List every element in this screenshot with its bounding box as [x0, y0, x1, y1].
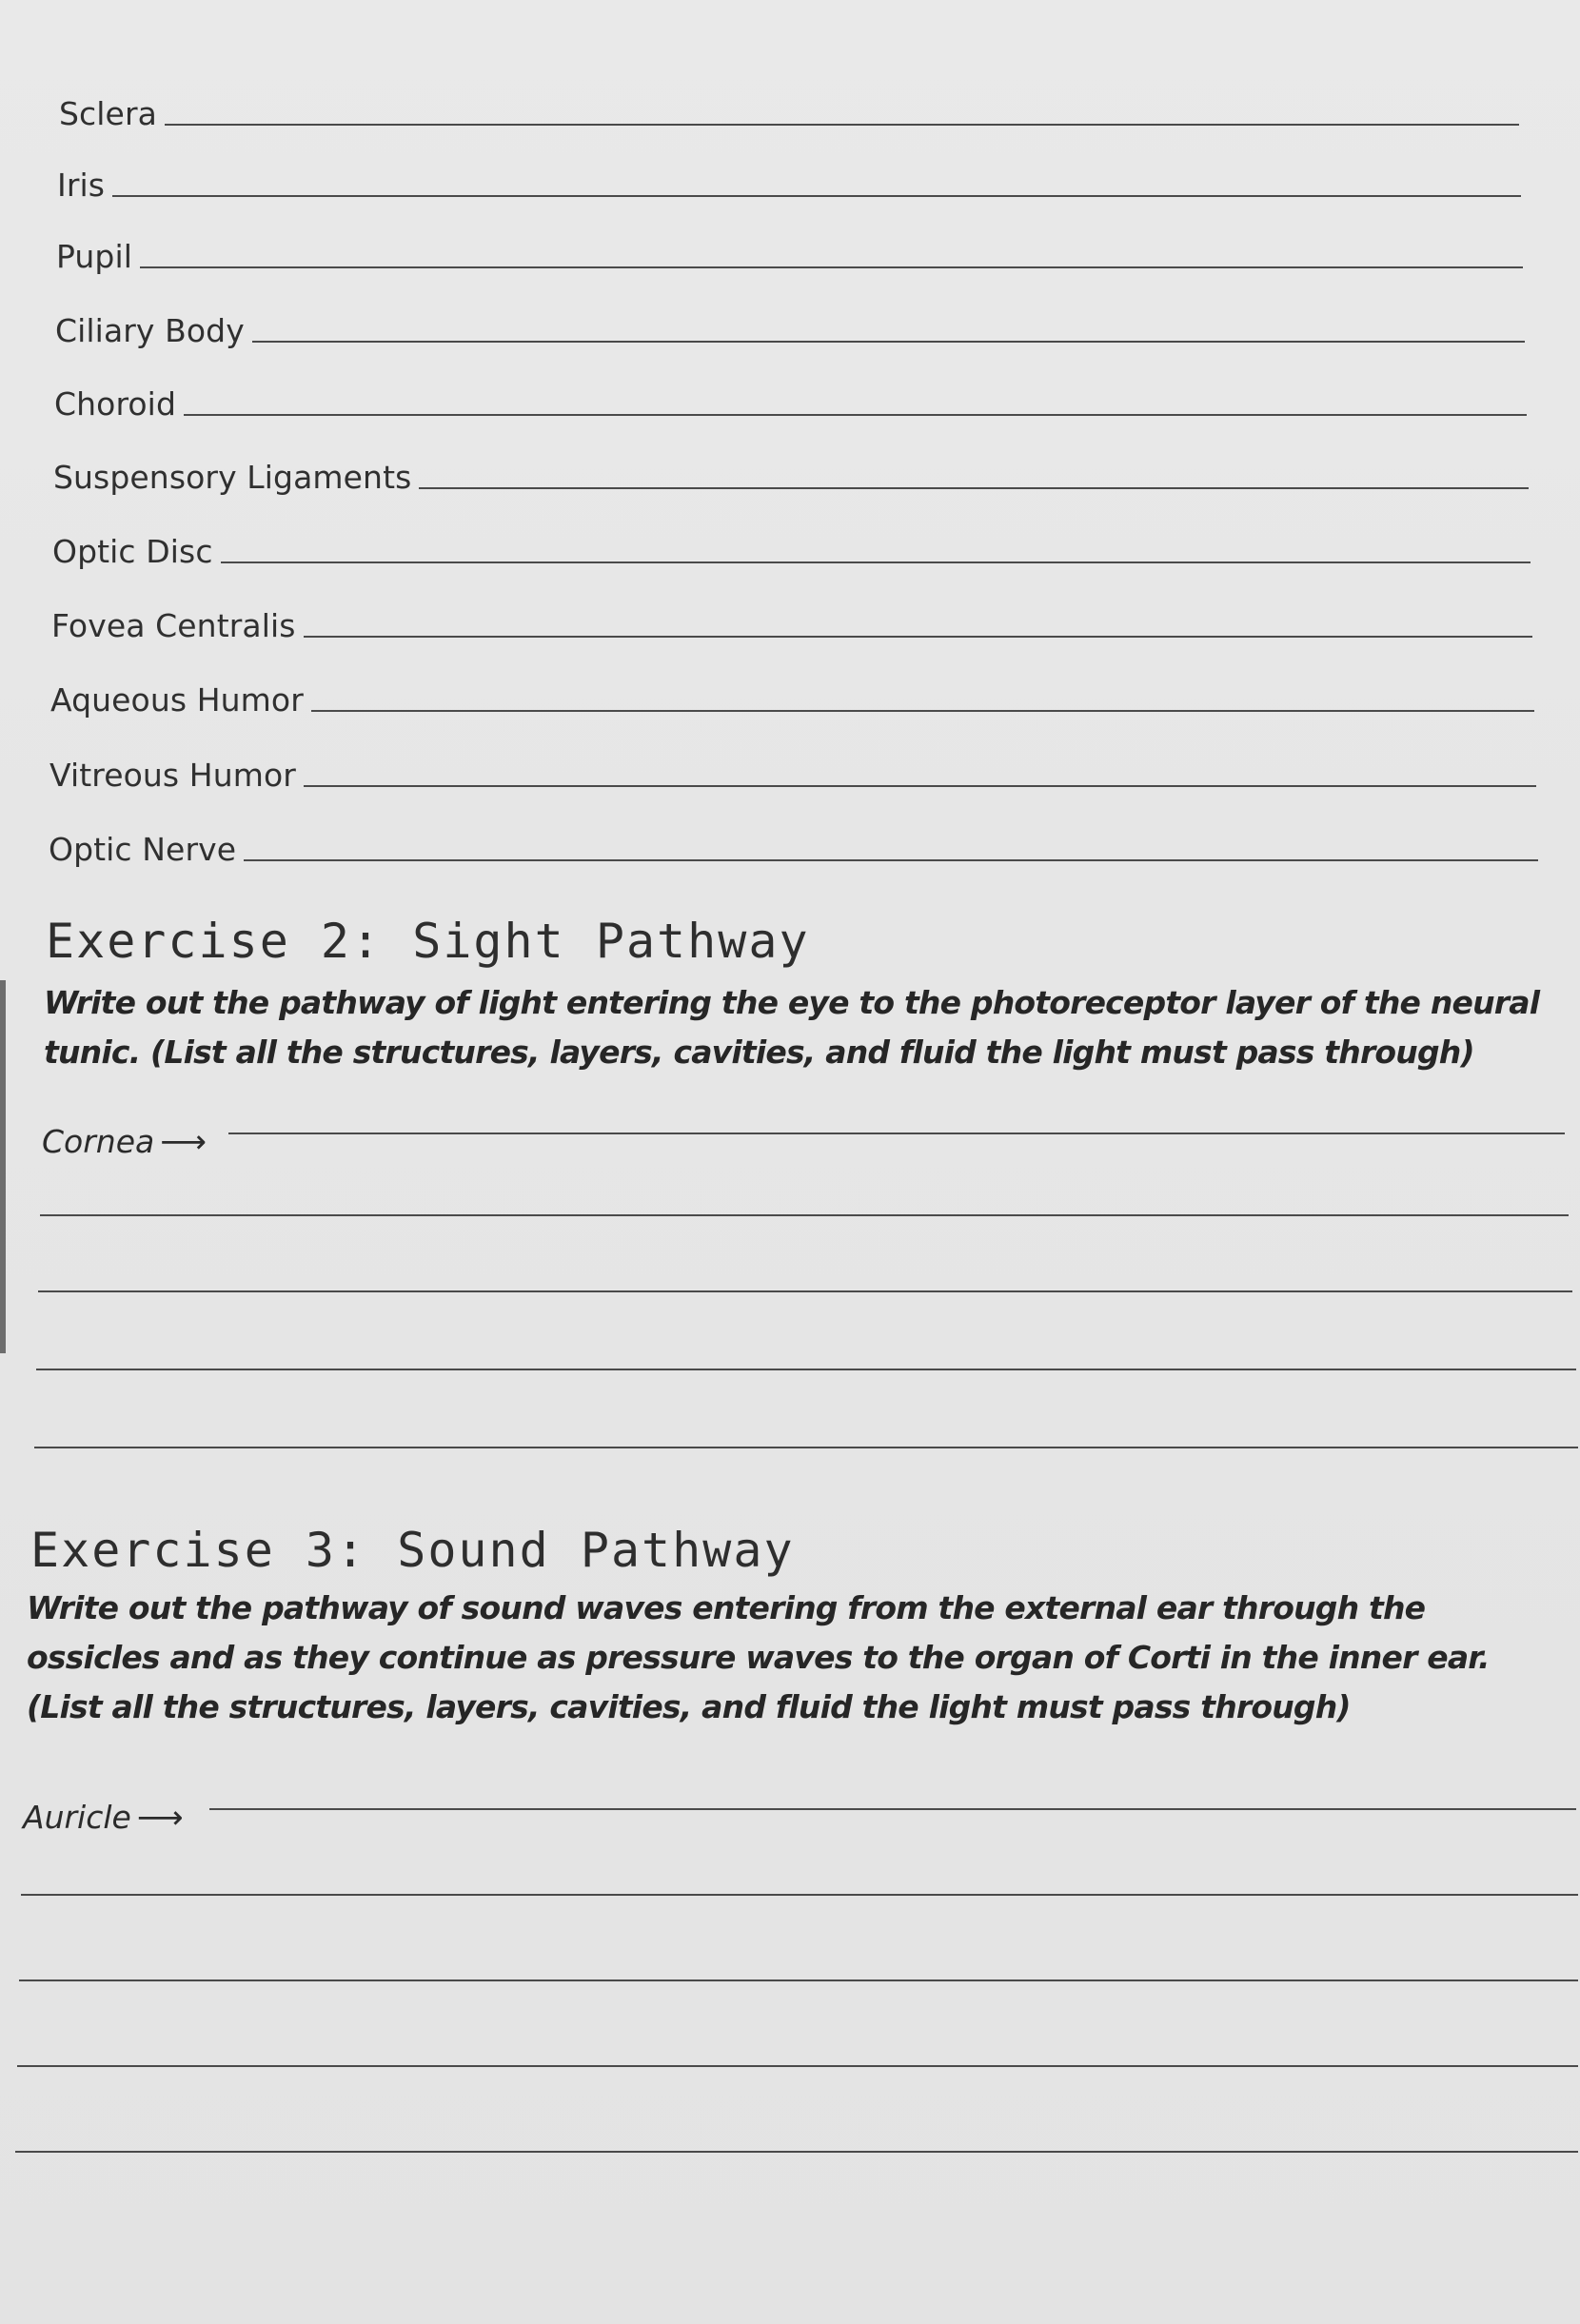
sound-answer-line-3[interactable] [19, 1979, 1578, 1981]
sound-answer-line-1[interactable] [209, 1808, 1576, 1810]
sight-answer-line-2[interactable] [40, 1214, 1569, 1216]
structure-label: Ciliary Body [55, 312, 245, 349]
structure-row-pupil [0, 219, 1580, 276]
answer-line[interactable] [140, 266, 1523, 268]
structure-label: Choroid [54, 385, 176, 423]
structure-label: Fovea Centralis [51, 607, 296, 644]
structure-label: Iris [57, 167, 106, 204]
answer-line[interactable] [304, 636, 1532, 638]
start-label: Auricle [23, 1799, 131, 1836]
structure-row-sclera [0, 76, 1580, 133]
structure-row-vitreous-humor [0, 738, 1580, 795]
answer-line[interactable] [184, 414, 1527, 416]
structure-label: Sclera [59, 95, 157, 132]
answer-line[interactable] [419, 487, 1529, 489]
structure-row-choroid [0, 366, 1580, 423]
structure-row-optic-nerve [0, 812, 1580, 869]
answer-line[interactable] [221, 561, 1531, 563]
exercise-2-instructions: Write out the pathway of light entering the eye to the photoreceptor layer of the neural tunic. (List all the structures, layers, cavities, and fluid the light must pass through) [44, 984, 1540, 1071]
structure-row-suspensory-ligaments [0, 440, 1580, 497]
structure-row-optic-disc [0, 514, 1580, 571]
structure-row-iris [0, 148, 1580, 205]
sight-answer-line-4[interactable] [36, 1369, 1576, 1370]
exercise-2-title: Exercise 2: Sight Pathway [46, 914, 810, 969]
structure-label: Optic Disc [52, 533, 213, 570]
answer-line[interactable] [304, 785, 1536, 787]
answer-line[interactable] [165, 124, 1519, 126]
structure-label: Vitreous Humor [49, 757, 296, 794]
answer-line[interactable] [252, 341, 1525, 343]
sound-answer-line-5[interactable] [15, 2151, 1578, 2153]
structure-label: Pupil [56, 238, 133, 275]
page-edge-shadow [0, 980, 6, 1353]
sound-answer-line-4[interactable] [17, 2065, 1578, 2067]
start-label: Cornea [42, 1123, 155, 1160]
structure-row-fovea-centralis [0, 588, 1580, 645]
structure-label: Aqueous Humor [50, 681, 304, 719]
exercise-3-start [23, 1789, 184, 1837]
sight-answer-line-3[interactable] [38, 1290, 1572, 1292]
exercise-3-instructions: Write out the pathway of sound waves entering from the external ear through the ossicles and as they continue as pressure waves to the organ of Corti in the inner ear. (List all the structures, layers, cavities, and fluid the light must pass through) [27, 1589, 1490, 1725]
sight-answer-line-5[interactable] [34, 1447, 1578, 1448]
exercise-2-start [42, 1113, 207, 1161]
structure-row-aqueous-humor [0, 662, 1580, 719]
structure-label: Optic Nerve [49, 831, 237, 868]
sight-answer-line-1[interactable] [228, 1132, 1565, 1134]
answer-line[interactable] [244, 859, 1538, 861]
answer-line[interactable] [112, 195, 1521, 197]
answer-line[interactable] [311, 710, 1534, 712]
structure-row-ciliary-body [0, 293, 1580, 350]
arrow-icon: ⟶ [160, 1123, 207, 1161]
sound-answer-line-2[interactable] [21, 1894, 1578, 1896]
arrow-icon: ⟶ [136, 1799, 184, 1837]
structure-label: Suspensory Ligaments [53, 459, 412, 496]
exercise-3-title: Exercise 3: Sound Pathway [30, 1523, 795, 1578]
